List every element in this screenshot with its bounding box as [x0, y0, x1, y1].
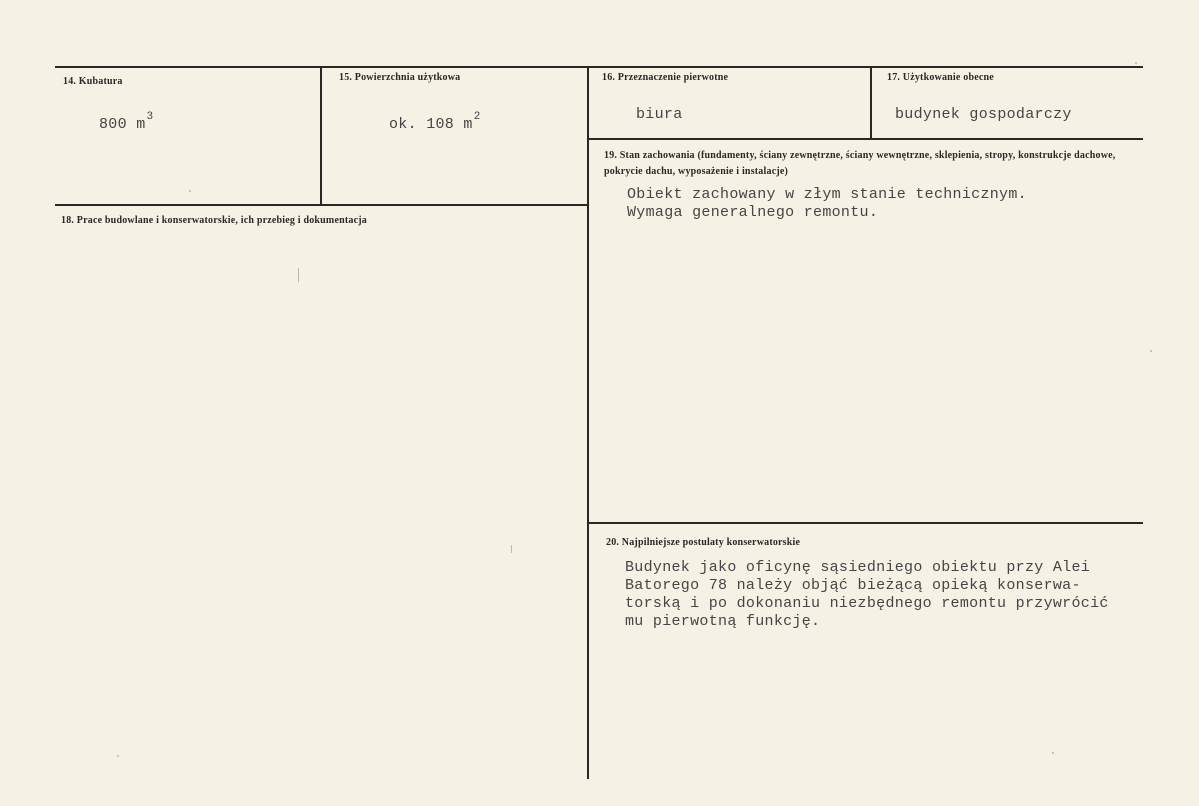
field-19-label: 19. Stan zachowania (fundamenty, ściany zewnętrzne, ściany wewnętrzne, sklepienia, stropy, konstrukcje dachowe, pokrycie dachu, wyposażenie i instalacje): [604, 150, 1116, 177]
field-15-label: 15. Powierzchnia użytkowa: [339, 72, 461, 83]
rule-under-14-15: [55, 204, 589, 206]
field-20-value: Budynek jako oficynę sąsiedniego obiektu przy Alei Batorego 78 należy objąć bieżącą opieką konserwa- torską i po dokonaniu niezbędnego remontu przywrócić mu pierwotną funkcję.: [625, 559, 1109, 630]
field-17-label: 17. Użytkowanie obecne: [887, 72, 994, 83]
paper-speck: [189, 190, 191, 192]
field-18-label: 18. Prace budowlane i konserwatorskie, ich przebieg i dokumentacja: [61, 215, 367, 226]
field-16-value: biura: [636, 106, 683, 123]
paper-speck: [1150, 350, 1152, 352]
rule-above-20: [589, 522, 1143, 524]
paper-speck: [1135, 62, 1137, 64]
field-20-label: 20. Najpilniejsze postulaty konserwatorskie: [606, 537, 801, 548]
divider-14-15: [320, 67, 322, 205]
rule-under-16-17: [589, 138, 1143, 140]
field-16-label: 16. Przeznaczenie pierwotne: [602, 72, 729, 83]
paper-speck: [511, 545, 512, 553]
field-15-unit-exponent: 2: [473, 111, 481, 123]
field-15-value-text: ok. 108 m: [389, 116, 473, 133]
divider-16-17: [870, 67, 872, 139]
field-14-value-text: 800 m: [99, 116, 146, 133]
paper-speck: [1052, 752, 1054, 754]
field-17-value: budynek gospodarczy: [895, 106, 1072, 123]
field-14-value: [99, 111, 154, 133]
field-15-value: [389, 111, 481, 133]
field-14-label: 14. Kubatura: [63, 76, 123, 87]
field-19-value: Obiekt zachowany w złym stanie technicznym. Wymaga generalnego remontu.: [627, 186, 1027, 221]
center-divider: [587, 67, 589, 779]
top-rule: [55, 66, 1143, 68]
paper-speck: [298, 268, 299, 282]
paper-speck: [117, 755, 119, 757]
field-14-unit-exponent: 3: [146, 111, 154, 123]
